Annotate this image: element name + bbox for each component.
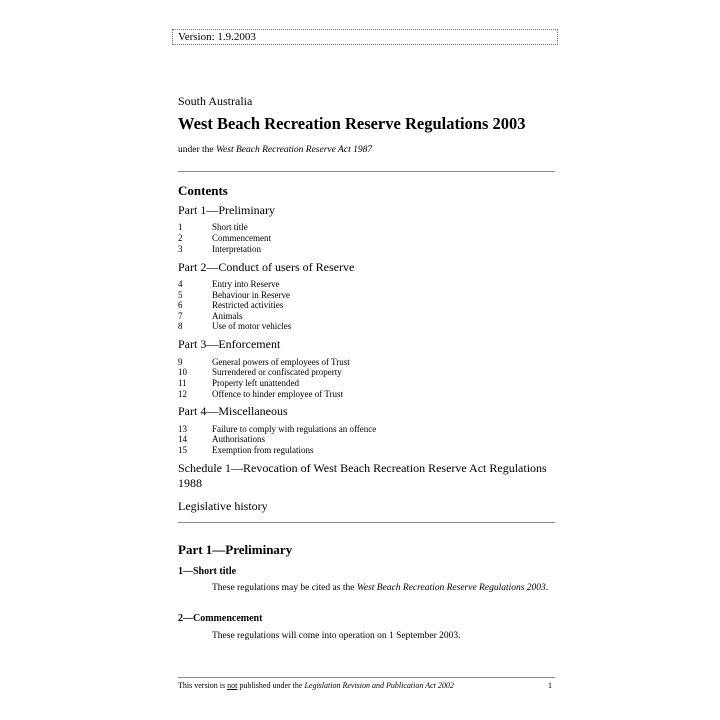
toc-item-number: 13 <box>178 424 187 434</box>
toc-item-number: 3 <box>178 244 183 254</box>
toc-item-number: 4 <box>178 279 183 289</box>
toc-item-label: Use of motor vehicles <box>212 321 292 331</box>
toc-part-heading[interactable]: Part 1—Preliminary <box>178 203 275 217</box>
toc-legislative-history[interactable]: Legislative history <box>178 499 268 513</box>
section-heading: 2—Commencement <box>178 613 263 624</box>
page-number: 1 <box>548 681 552 690</box>
enabling-act-line <box>178 145 372 155</box>
toc-item-number: 9 <box>178 357 183 367</box>
toc-item-label: Entry into Reserve <box>212 279 280 289</box>
toc-item-label: Exemption from regulations <box>212 445 314 455</box>
section-text <box>212 582 552 594</box>
toc-item-label: General powers of employees of Trust <box>212 357 350 367</box>
divider <box>178 522 555 523</box>
section-heading: 1—Short title <box>178 566 237 577</box>
section-text-citation: West Beach Recreation Reserve Regulations 2003 <box>356 583 546 593</box>
toc-item[interactable] <box>178 378 299 389</box>
toc-item[interactable] <box>178 279 279 290</box>
footer-underlined: not <box>227 681 238 690</box>
toc-item-label: Behaviour in Reserve <box>212 290 290 300</box>
toc-item[interactable] <box>178 389 343 400</box>
toc-item-label: Short title <box>212 222 248 232</box>
toc-item-label: Surrendered or confiscated property <box>212 367 342 377</box>
footer-mid: published under the <box>237 681 305 690</box>
toc-item[interactable] <box>178 367 342 378</box>
footer-pre: This version is <box>178 681 228 690</box>
toc-item-number: 7 <box>178 311 183 321</box>
toc-item-number: 2 <box>178 233 183 243</box>
toc-item-label: Commencement <box>212 233 271 243</box>
toc-item[interactable] <box>178 222 248 233</box>
toc-item-label: Failure to comply with regulations an offence <box>212 424 377 434</box>
toc-item-label: Animals <box>212 311 243 321</box>
toc-part-heading[interactable]: Part 2—Conduct of users of Reserve <box>178 260 355 274</box>
version-label: Version: 1.9.2003 <box>172 29 558 45</box>
section-text-prefix: These regulations will come into operation on 1 September 2003. <box>212 631 461 641</box>
toc-item-label: Offence to hinder employee of Trust <box>212 389 344 399</box>
under-prefix: under the <box>178 145 216 155</box>
toc-item[interactable] <box>178 300 283 311</box>
toc-item-number: 8 <box>178 321 183 331</box>
toc-item[interactable] <box>178 233 271 244</box>
toc-item-number: 12 <box>178 389 187 399</box>
section-text-prefix: These regulations may be cited as the <box>212 583 357 593</box>
toc-item[interactable] <box>178 445 313 456</box>
toc-item-label: Authorisations <box>212 434 265 444</box>
footer-note <box>178 681 454 690</box>
toc-item[interactable] <box>178 434 265 445</box>
jurisdiction: South Australia <box>178 94 253 108</box>
section-text <box>212 630 552 642</box>
divider <box>178 171 555 172</box>
toc-item-label: Interpretation <box>212 244 261 254</box>
toc-part-heading[interactable]: Part 4—Miscellaneous <box>178 404 288 418</box>
toc-item-number: 5 <box>178 290 183 300</box>
section-text-suffix: . <box>545 583 549 593</box>
toc-item[interactable] <box>178 321 291 332</box>
part-heading: Part 1—Preliminary <box>178 542 293 557</box>
document-title: West Beach Recreation Reserve Regulations 2003 <box>178 114 526 133</box>
toc-item-number: 6 <box>178 300 183 310</box>
toc-item-label: Restricted activities <box>212 300 284 310</box>
contents-heading: Contents <box>178 183 228 198</box>
toc-schedule[interactable]: Schedule 1—Revocation of West Beach Recreation Reserve Act Regulations 1988 <box>178 461 547 490</box>
enabling-act-name: West Beach Recreation Reserve Act 1987 <box>216 145 373 155</box>
footer-divider <box>178 677 555 678</box>
toc-item-number: 15 <box>178 445 187 455</box>
footer-act: Legislation Revision and Publication Act 2002 <box>304 681 454 690</box>
toc-item-label: Property left unattended <box>212 378 299 388</box>
toc-item-number: 10 <box>178 367 187 377</box>
toc-item-number: 14 <box>178 434 187 444</box>
toc-part-heading[interactable]: Part 3—Enforcement <box>178 337 281 351</box>
toc-item-number: 11 <box>178 378 187 388</box>
toc-item-number: 1 <box>178 222 183 232</box>
toc-item[interactable] <box>178 244 261 255</box>
